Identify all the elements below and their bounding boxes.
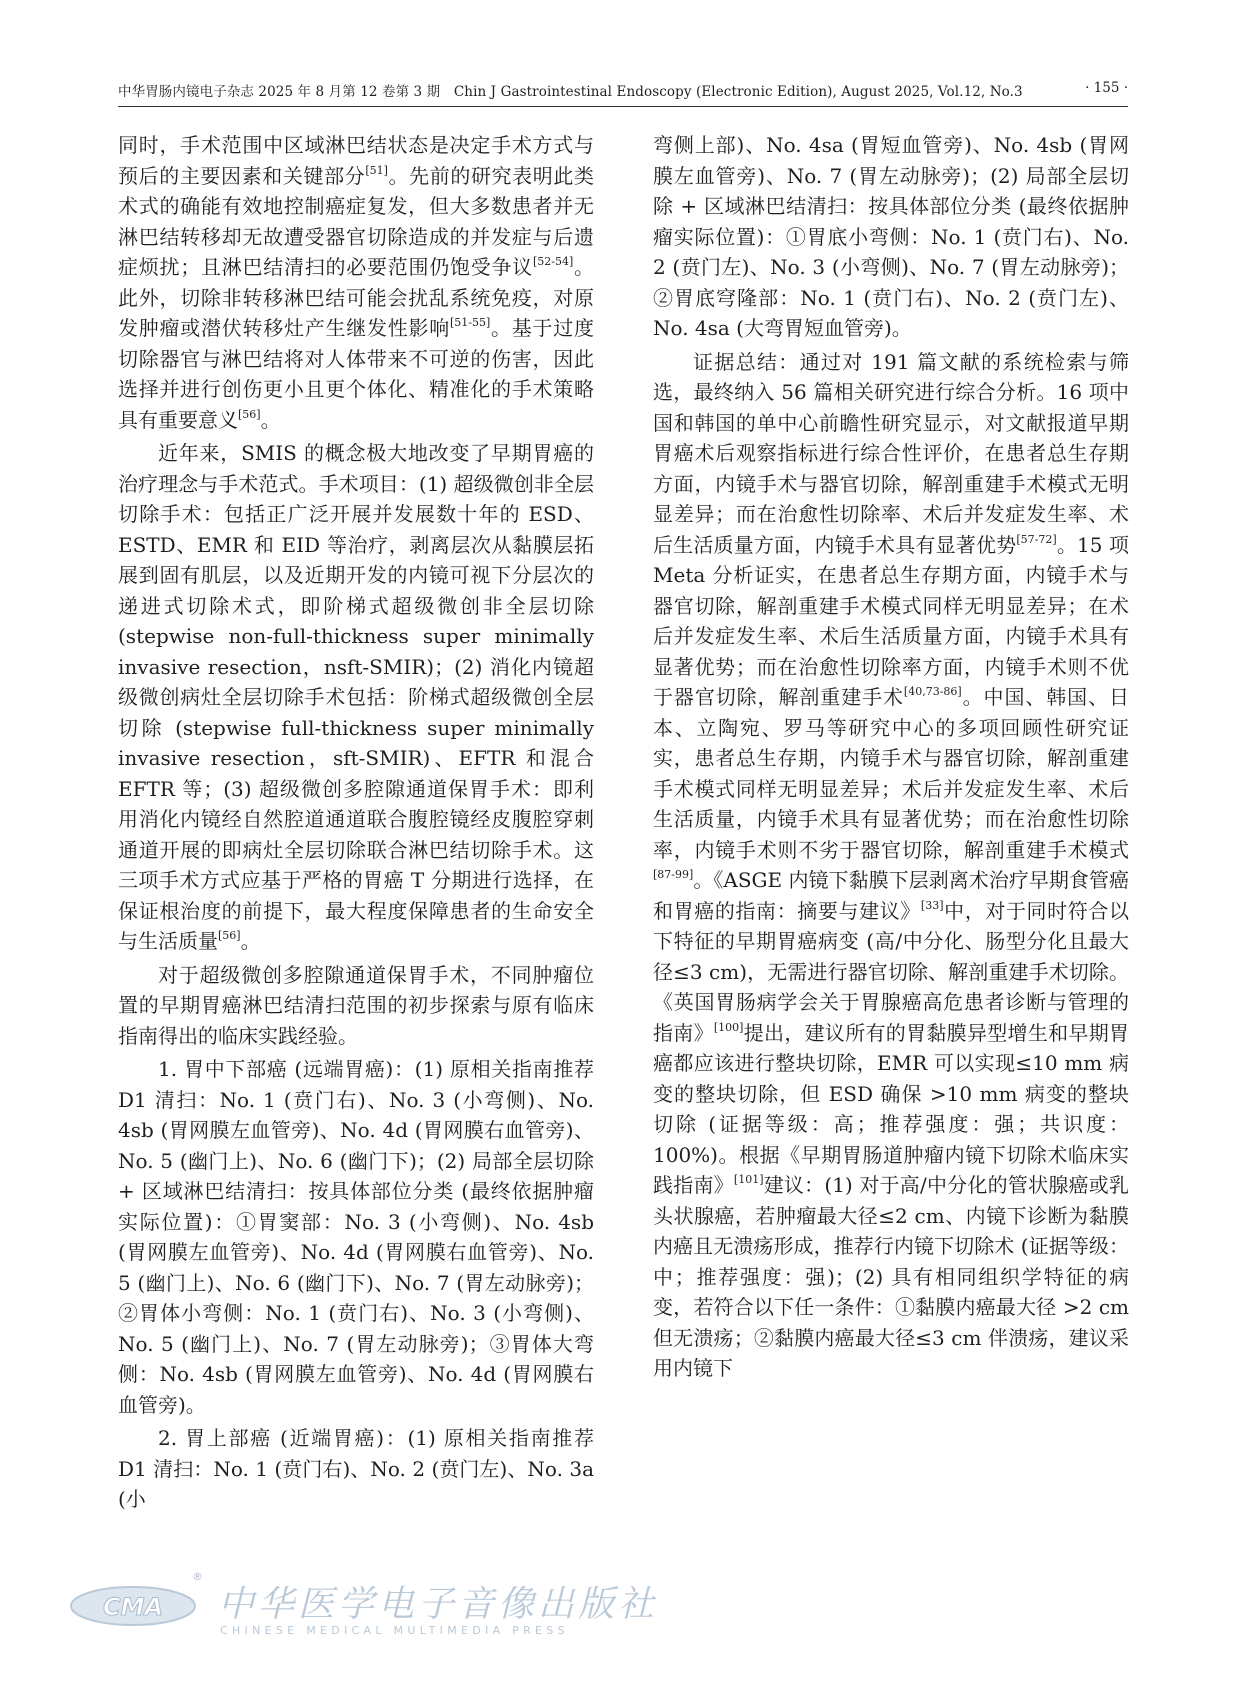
paragraph-distal-gastric-cancer: 1. 胃中下部癌 (远端胃癌)：(1) 原相关指南推荐 D1 清扫：No. 1 (贲门右)、No. 3 (小弯侧)、No. 4sb (胃网膜左血管旁)、No. 4d (胃网膜右血管旁)、No. 5 (幽门上)、No. 6 (幽门下)；(2) 局部全层切除 + 区域淋巴结清扫：按具体部位分类 (最终依据肿瘤实际位置)：①胃窦部：No. 3 (小弯侧)、No. 4sb (胃网膜左血管旁)、No. 4d (胃网膜右血管旁)、No. 5 (幽门上)、No. 6 (幽门下)、No. 7 (胃左动脉旁)；②胃体小弯侧：No. 1 (贲门右)、No. 3 (小弯侧)、No. 5 (幽门上)、No. 7 (胃左动脉旁)；③胃体大弯侧：No. 4sb (胃网膜左血管旁)、No. 4d (胃网膜右血管旁)。 [118, 1057, 594, 1417]
publisher-logo [68, 1570, 659, 1650]
text-run: 中，对于同时符合以下特征的早期胃癌病变 (高/中分化、肠型分化且最大径≤3 cm)，无需进行器官切除、解剖重建手术切除。《英国胃肠病学会关于胃腺癌高危患者诊断与管理的指南》 [653, 898, 1129, 1045]
citation: [100] [713, 1020, 744, 1034]
text-run: 。先前的研究表明此类术式的确能有效地控制癌症复发，但大多数患者并无淋巴结转移却无故遭受器官切除造成的并发症与后遗症烦扰；且淋巴结清扫的必要范围仍饱受争议 [118, 163, 594, 279]
text-run: 近年来，SMIS 的概念极大地改变了早期胃癌的治疗理念与手术范式。手术项目：(1) 超级微创非全层切除手术：包括正广泛开展并发展数十年的 ESD、ESTD、EMR 和 EID 等治疗，剥离层次从黏膜层拓展到固有肌层，以及近期开发的内镜可视下分层次的递进式切除术式，即阶梯式超级微创非全层切除 (stepwise non-full-thickness super minimally invasive resection，nsft-SMIR)；(2) 消化内镜超级微创病灶全层切除手术包括：阶梯式超级微创全层切除 (stepwise full-thickness super minimally invasive resection，sft-SMIR)、EFTR 和混合 EFTR 等；(3) 超级微创多腔隙通道保胃手术：即利用消化内镜经自然腔道通道联合腹腔镜经皮腹腔穿刺通道开展的即病灶全层切除联合淋巴结切除手术。这三项手术方式应基于严格的胃癌 T 分期进行选择，在保证根治度的前提下，最大程度保障患者的生命安全与生活质量 [118, 441, 594, 953]
citation: [51] [365, 163, 388, 177]
text-run: 提出，建议所有的胃黏膜异型增生和早期胃癌都应该进行整块切除，EMR 可以实现≤10 mm 病变的整块切除，但 ESD 确保 >10 mm 病变的整块切除 (证据等级：高；推荐强度：强；共识度：100%)。根据《早期胃肠道肿瘤内镜下切除术临床实践指南》 [653, 1020, 1130, 1197]
paragraph-proximal-gastric-cancer: 2. 胃上部癌 (近端胃癌)：(1) 原相关指南推荐 D1 清扫：No. 1 (贲门右)、No. 2 (贲门左)、No. 3a (小 [118, 1426, 594, 1511]
text-run: 。 [240, 929, 261, 953]
left-column [118, 130, 594, 1518]
citation: [51-55] [449, 316, 491, 329]
publisher-name-english: CHINESE MEDICAL MULTIMEDIA PRESS [220, 1624, 569, 1637]
paragraph-proximal-continued: 弯侧上部)、No. 4sa (胃短血管旁)、No. 4sb (胃网膜左血管旁)、No. 7 (胃左动脉旁)；(2) 局部全层切除 + 区域淋巴结清扫：按具体部位分类 (最终依据肿瘤实际位置)：①胃底小弯侧：No. 1 (贲门右)、No. 2 (贲门左)、No. 3 (小弯侧)、No. 7 (胃左动脉旁)；②胃底穹隆部：No. 1 (贲门右)、No. 2 (贲门左)、No. 4sa (大弯胃短血管旁)。 [653, 133, 1129, 340]
citation: [87-99] [653, 868, 694, 881]
text-run: 。中国、韩国、日本、立陶宛、罗马等研究中心的多项回顾性研究证实，患者总生存期，内镜手术与器官切除，解剖重建手术模式同样无明显差异；术后并发症发生率、术后生活质量，内镜手术具有显著优势；而在治愈性切除率，内镜手术则不劣于器官切除，解剖重建手术模式 [653, 685, 1129, 862]
citation: [40,73-86] [903, 685, 962, 698]
paragraph-multi-cavity-intro: 对于超级微创多腔隙通道保胃手术，不同肿瘤位置的早期胃癌淋巴结清扫范围的初步探索与原有临床指南得出的临床实践经验。 [118, 962, 594, 1048]
publisher-name-chinese: 中华医学电子音像出版社 [218, 1584, 659, 1625]
paragraph-evidence-summary [653, 347, 1129, 1384]
text-run: 。此外，切除非转移淋巴结可能会扰乱系统免疫，对原发肿瘤或潜伏转移灶产生继发性影响 [118, 255, 595, 340]
citation: [52-54] [532, 255, 574, 268]
cma-logo-text: CMA [102, 1593, 164, 1621]
journal-citation-line: 中华胃肠内镜电子杂志 2025 年 8 月第 12 卷第 3 期 Chin J Gastrointestinal Endoscopy (Electronic Edition), August 2025, Vol.12, No.3 [118, 84, 1023, 100]
text-run: 同时，手术范围中区域淋巴结状态是决定手术方式与预后的主要因素和关键部分 [118, 133, 594, 188]
citation: [33] [920, 898, 944, 912]
page-number: · 155 · [1085, 80, 1128, 96]
running-header [118, 80, 1128, 107]
text-run: 证据总结：通过对 191 篇文献的系统检索与筛选，最终纳入 56 篇相关研究进行综合分析。16 项中国和韩国的单中心前瞻性研究显示，对文献报道早期胃癌术后观察指标进行综合性评价，在患者总生存期方面，内镜手术与器官切除，解剖重建手术模式无明显差异；而在治愈性切除率、术后并发症发生率、术后生活质量方面，内镜手术具有显著优势 [653, 349, 1129, 557]
paragraph-smis-overview [118, 438, 594, 957]
text-run: 。 [260, 407, 281, 432]
registered-mark: ® [192, 1570, 203, 1583]
right-column [653, 130, 1129, 1387]
citation: [57-72] [1016, 532, 1057, 546]
text-run: 建议：(1) 对于高/中分化的管状腺癌或乳头状腺癌，若肿瘤最大径≤2 cm、内镜下诊断为黏膜内癌且无溃疡形成，推荐行内镜下切除术 (证据等级：中；推荐强度：强)；(2) 具有相同组织学特征的病变，若符合以下任一条件：①黏膜内癌最大径 >2 cm 但无溃疡；②黏膜内癌最大径≤3 cm 伴溃疡，建议采用内镜下 [653, 1173, 1129, 1380]
citation: [56] [218, 929, 241, 942]
citation: [56] [238, 407, 261, 421]
cma-logo-icon [68, 1584, 198, 1628]
paragraph-lymph-node-context [118, 130, 594, 435]
text-run: 。15 项 Meta 分析证实，在患者总生存期方面，内镜手术与器官切除，解剖重建手术模式同样无明显差异；在术后并发症发生率、术后生活质量方面，内镜手术具有显著优势；而在治愈性切除率方面，内镜手术则不优于器官切除，解剖重建手术 [653, 532, 1130, 709]
text-run: 。基于过度切除器官与淋巴结将对人体带来不可逆的伤害，因此选择并进行创伤更小且更个体化、精准化的手术策略具有重要意义 [118, 316, 595, 432]
text-run: 。《ASGE 内镜下黏膜下层剥离术治疗早期食管癌和胃癌的指南：摘要与建议》 [653, 868, 1129, 923]
citation: [101] [733, 1173, 764, 1186]
